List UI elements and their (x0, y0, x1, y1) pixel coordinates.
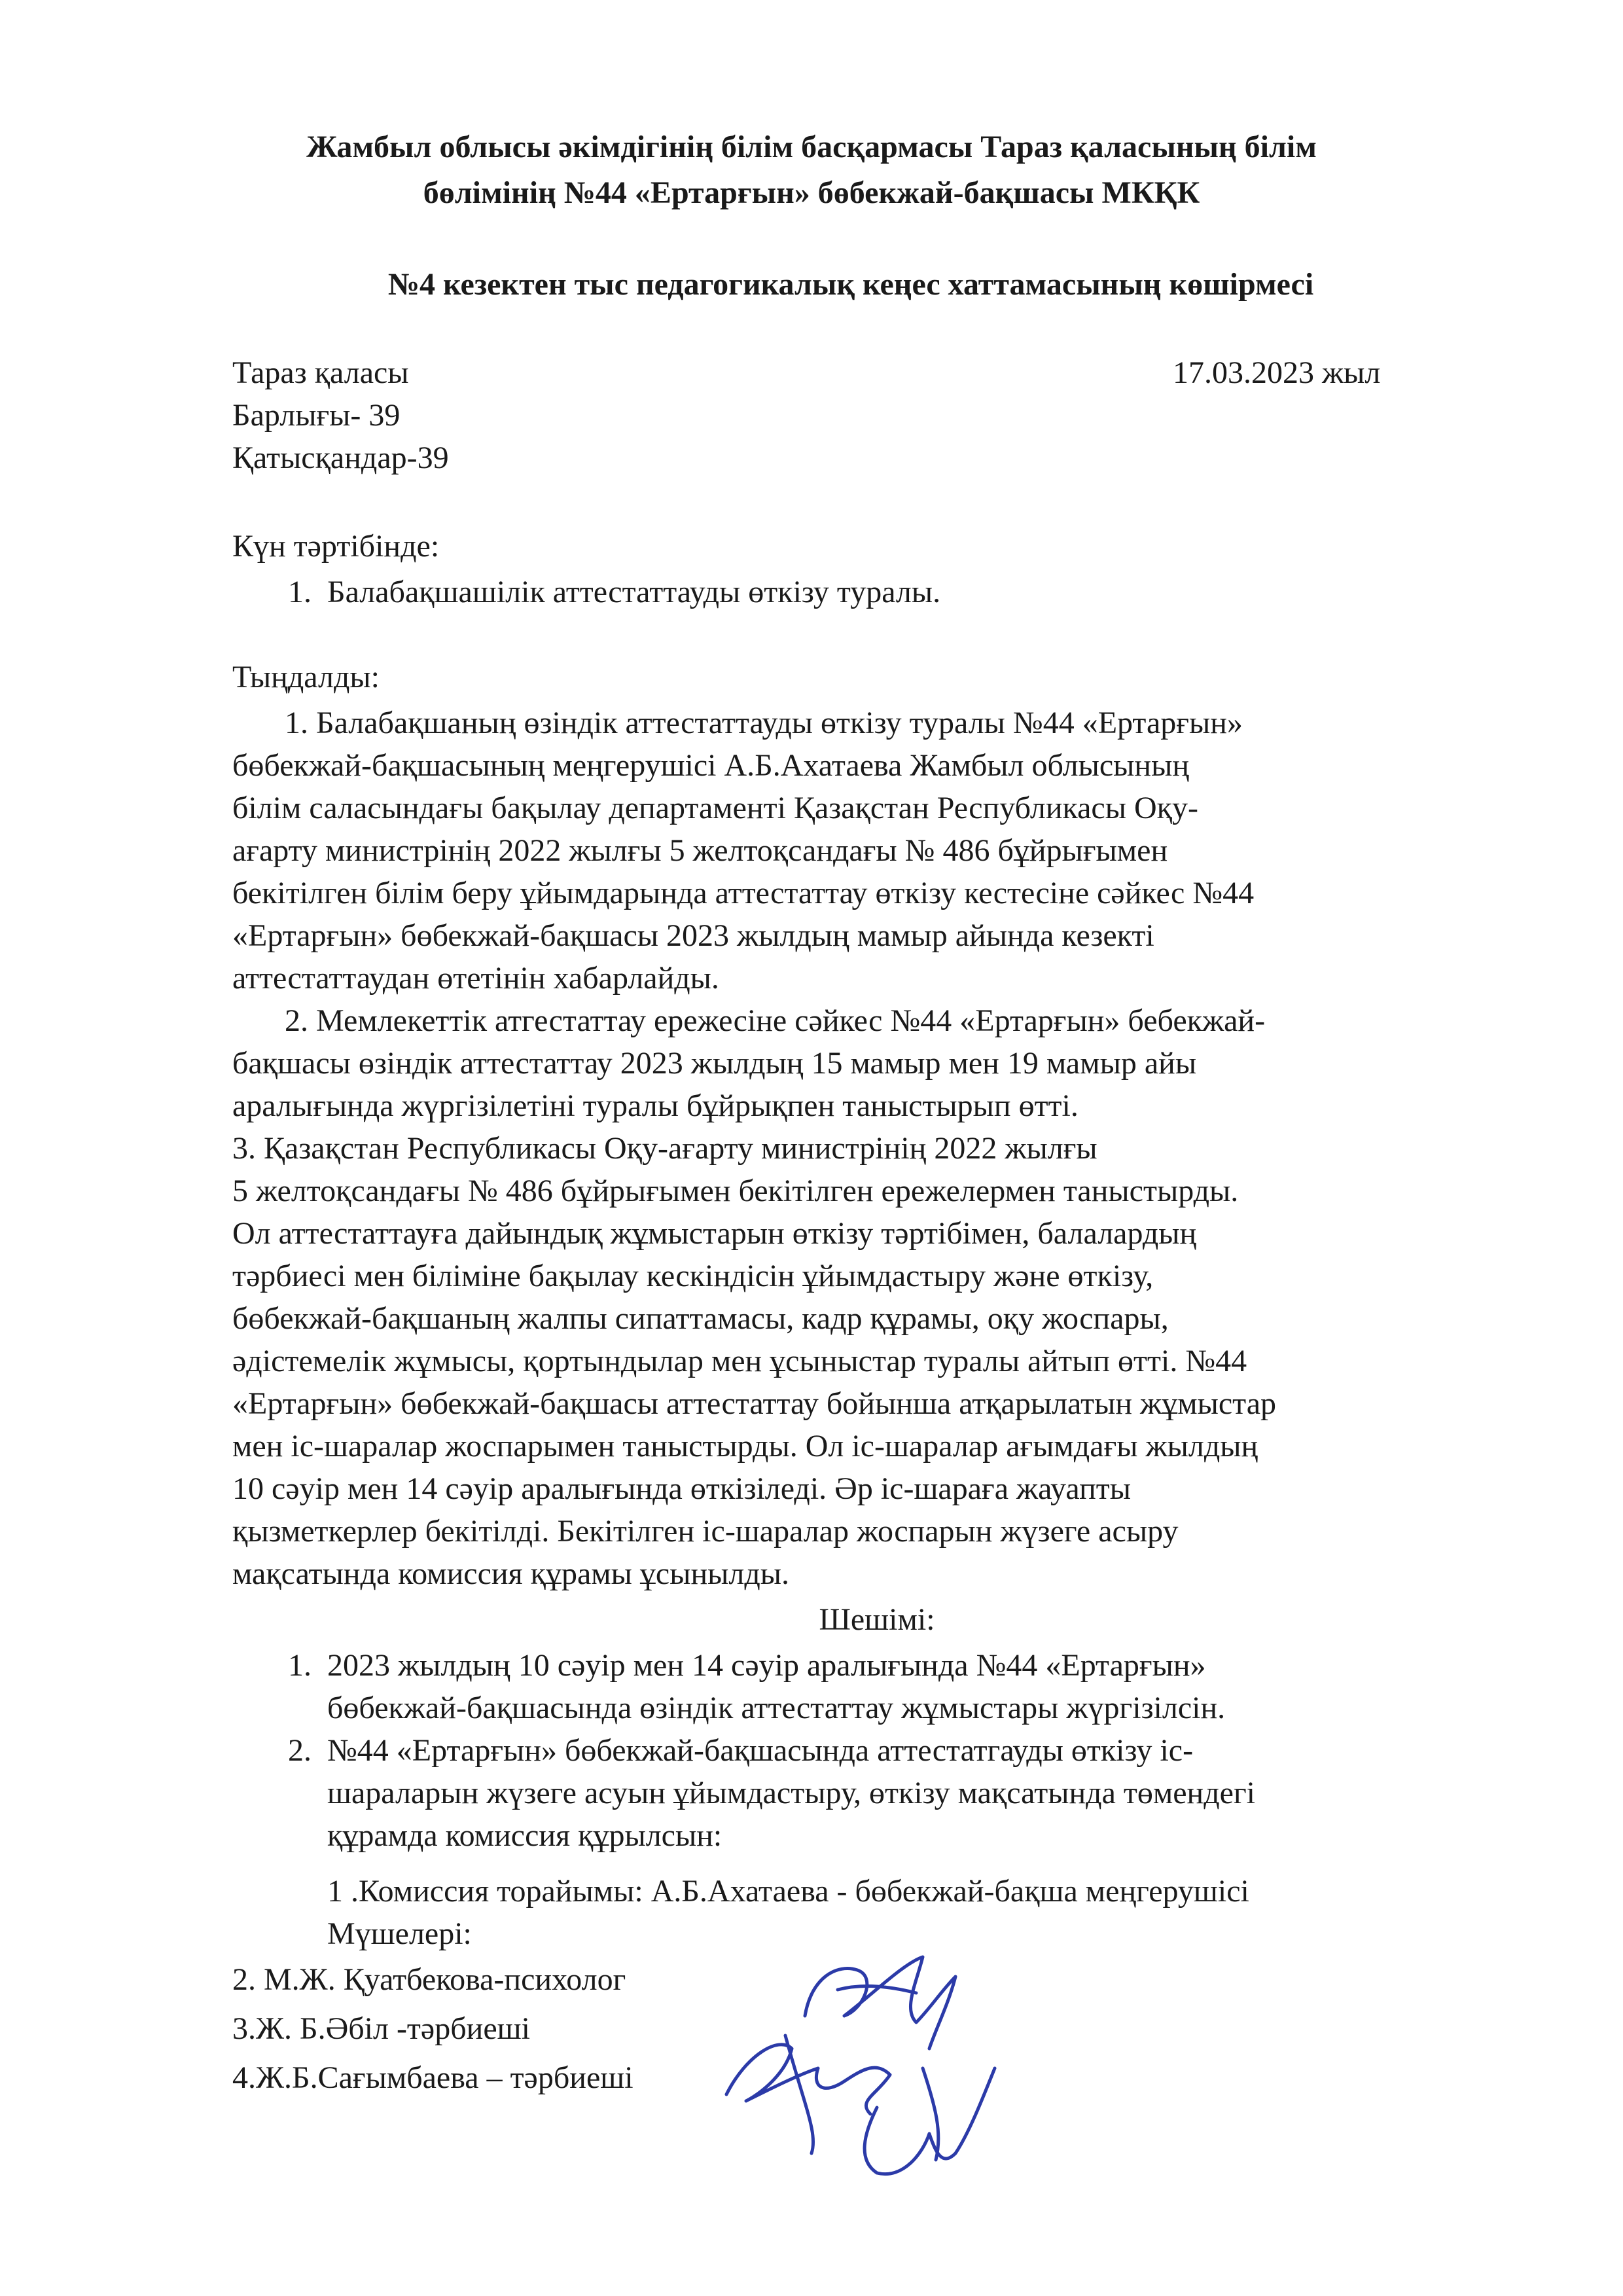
handwritten-signatures (707, 1937, 1008, 2212)
listened-line: «Ертарғын» бөбекжай-бақшасы аттестаттау бойынша атқарылатын жұмыстар (232, 1386, 1276, 1421)
decision-item-2-number: 2. (288, 1733, 312, 1768)
document-title: №4 кезектен тыс педагогикалық кеңес хаттамасының көшірмесі (387, 267, 1314, 302)
listened-line: мақсатында комиссия құрамы ұсынылды. (232, 1556, 790, 1591)
present-count: Қатысқандар-39 (232, 440, 449, 475)
agenda-heading: Күн тәртібінде: (232, 529, 440, 564)
decision-item-2-line: құрамда комиссия құрылсын: (327, 1818, 722, 1853)
decision-heading: Шешімі: (819, 1602, 935, 1637)
agenda-item-number: 1. (288, 575, 312, 609)
listened-line: бөбекжай-бақшасының меңгерушісі А.Б.Ахатаева Жамбыл облысының (232, 748, 1190, 783)
listened-line: 2. Мемлекеттік атгестаттау ережесіне сәйкес №44 «Ертарғын» бебекжай- (285, 1003, 1266, 1038)
listened-line: тәрбиесі мен біліміне бақылау кескіндісін ұйымдастыру және өткізу, (232, 1259, 1154, 1293)
listened-line: 5 желтоқсандағы № 486 бұйрығымен бекітілген ережелермен таныстырды. (232, 1174, 1239, 1208)
listened-line: 10 сәуір мен 14 сәуір аралығында өткізіледі. Әр іс-шараға жауапты (232, 1471, 1131, 1506)
decision-item-1-line: бөбекжай-бақшасында өзіндік аттестаттау жұмыстары жүргізілсін. (327, 1691, 1226, 1725)
member-line: 4.Ж.Б.Сағымбаева – тәрбиеші (232, 2060, 633, 2095)
listened-line: қызметкерлер бекітілді. Бекітілген іс-шаралар жоспарын жүзеге асыру (232, 1514, 1179, 1549)
listened-line: 1. Балабақшаның өзіндік аттестаттауды өткізу туралы №44 «Ертарғын» (285, 706, 1243, 740)
listened-line: Ол аттестаттауға дайындық жұмыстарын өткізу тәртібімен, балалардың (232, 1216, 1197, 1251)
listened-line: ағарту министрінің 2022 жылғы 5 желтоқсандағы № 486 бұйрығымен (232, 833, 1168, 868)
total-count: Барлығы- 39 (232, 398, 401, 433)
listened-line: білім саласындағы бақылау департаменті Қазақстан Республикасы Оқу- (232, 791, 1198, 825)
document-date: 17.03.2023 жыл (1173, 355, 1381, 390)
city: Тараз қаласы (232, 355, 409, 390)
decision-item-2-line: №44 «Ертарғын» бөбекжай-бақшасында аттестатгауды өткізу іс- (327, 1733, 1194, 1768)
members-heading: Мүшелері: (327, 1916, 472, 1951)
listened-line: бекітілген білім беру ұйымдарында аттестаттау өткізу кестесіне сәйкес №44 (232, 876, 1255, 910)
listened-line: әдістемелік жұмысы, қортындылар мен ұсыныстар туралы айтып өтті. №44 (232, 1344, 1247, 1378)
decision-item-2-line: шараларын жүзеге асуын ұйымдастыру, өткізу мақсатында төмендегі (327, 1776, 1255, 1810)
listened-line: 3. Қазақстан Республикасы Оқу-ағарту министрінің 2022 жылғы (232, 1131, 1097, 1166)
org-name-line-1: Жамбыл облысы әкімдігінің білім басқармасы Тараз қаласының білім (306, 130, 1317, 164)
listened-line: аттестаттаудан өтетінін хабарлайды. (232, 961, 719, 996)
listened-line: «Ертарғын» бөбекжай-бақшасы 2023 жылдың мамыр айында кезекті (232, 918, 1154, 953)
listened-line: аралығында жүргізілетіні туралы бұйрықпен таныстырып өтті. (232, 1088, 1079, 1123)
decision-item-1-number: 1. (288, 1648, 312, 1683)
commission-chair: 1 .Комиссия торайымы: А.Б.Ахатаева - бөбекжай-бақша меңгерушісі (327, 1874, 1249, 1909)
agenda-item-text: Балабақшашілік аттестаттауды өткізу туралы. (327, 575, 941, 609)
listened-heading: Тыңдалды: (232, 660, 380, 694)
listened-line: мен іс-шаралар жоспарымен таныстырды. Ол іс-шаралар ағымдағы жылдың (232, 1429, 1258, 1463)
member-line: 3.Ж. Б.Әбіл -тәрбиеші (232, 2011, 530, 2046)
member-line: 2. М.Ж. Қуатбекова-психолог (232, 1962, 626, 1997)
decision-item-1-line: 2023 жылдың 10 сәуір мен 14 сәуір аралығында №44 «Ертарғын» (327, 1648, 1206, 1683)
listened-line: бөбекжай-бақшаның жалпы сипаттамасы, кадр құрамы, оқу жоспары, (232, 1301, 1169, 1336)
org-name-line-2: бөлімінің №44 «Ертарғын» бөбекжай-бақшасы МКҚК (423, 175, 1200, 210)
listened-line: бақшасы өзіндік аттестаттау 2023 жылдың 15 мамыр мен 19 мамыр айы (232, 1046, 1197, 1081)
